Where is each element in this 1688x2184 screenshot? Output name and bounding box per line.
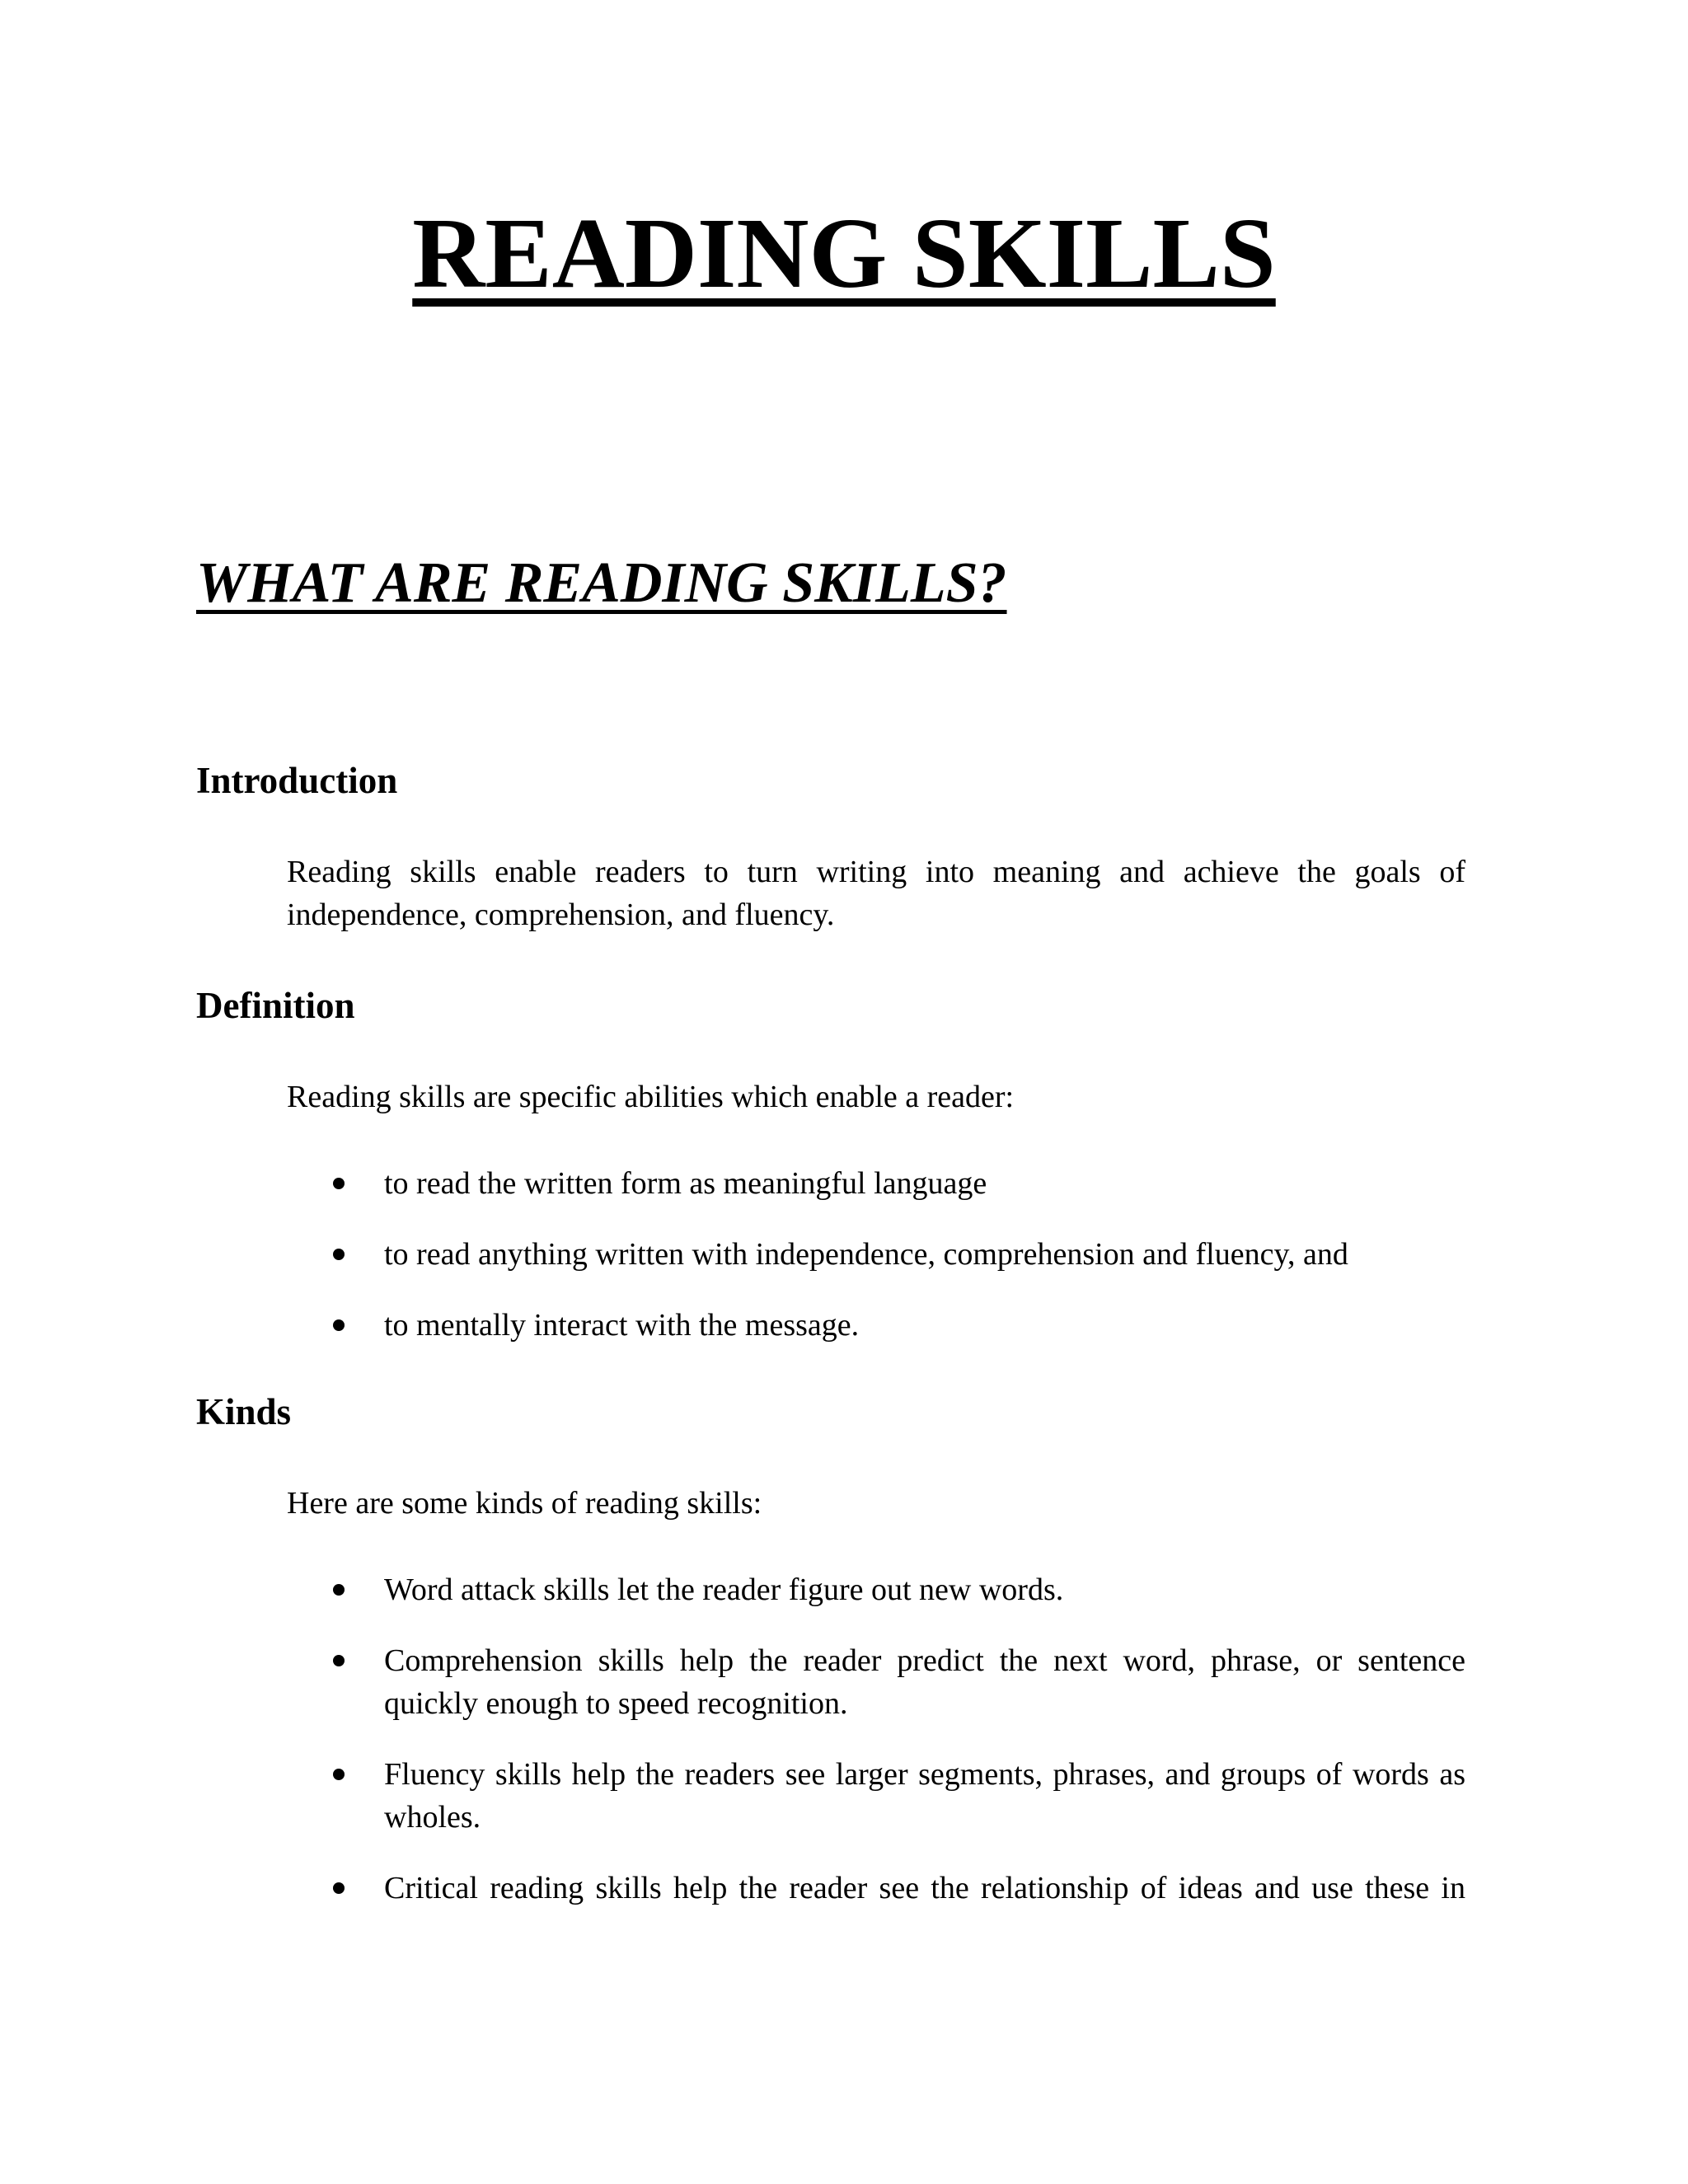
bullet-icon xyxy=(333,1249,345,1260)
definition-heading: Definition xyxy=(196,985,355,1026)
list-item-text: to read the written form as meaningful language xyxy=(384,1166,987,1201)
list-item-text: to mentally interact with the message. xyxy=(384,1308,860,1343)
introduction-paragraph: Reading skills enable readers to turn writing into meaning and achieve the goals of independence, comprehension, and fluency. xyxy=(287,855,1465,932)
page-title xyxy=(0,196,1688,312)
introduction-heading: Introduction xyxy=(196,760,398,801)
section-title-text: WHAT ARE READING SKILLS? xyxy=(196,551,1007,615)
definition-paragraph: Reading skills are specific abilities which enable a reader: xyxy=(287,1080,1015,1114)
kinds-paragraph: Here are some kinds of reading skills: xyxy=(287,1486,762,1521)
bullet-icon xyxy=(333,1769,345,1780)
list-item-text: Comprehension skills help the reader predict the next word, phrase, or sentence quickly enough to speed recognition. xyxy=(384,1643,1465,1721)
bullet-icon xyxy=(333,1655,345,1666)
list-item-text: Fluency skills help the readers see larger segments, phrases, and groups of words as wholes. xyxy=(384,1757,1465,1835)
section-title xyxy=(196,551,1007,616)
kinds-heading: Kinds xyxy=(196,1391,292,1432)
list-item-text: Critical reading skills help the reader see the relationship of ideas and use these in xyxy=(384,1871,1465,1905)
bullet-icon xyxy=(333,1584,345,1596)
list-item-text: to read anything written with independence, comprehension and fluency, and xyxy=(384,1237,1348,1272)
bullet-icon xyxy=(333,1319,345,1331)
bullet-icon xyxy=(333,1178,345,1189)
list-item-text: Word attack skills let the reader figure out new words. xyxy=(384,1572,1064,1607)
bullet-icon xyxy=(333,1882,345,1894)
page-title-text: READING SKILLS xyxy=(412,198,1276,309)
